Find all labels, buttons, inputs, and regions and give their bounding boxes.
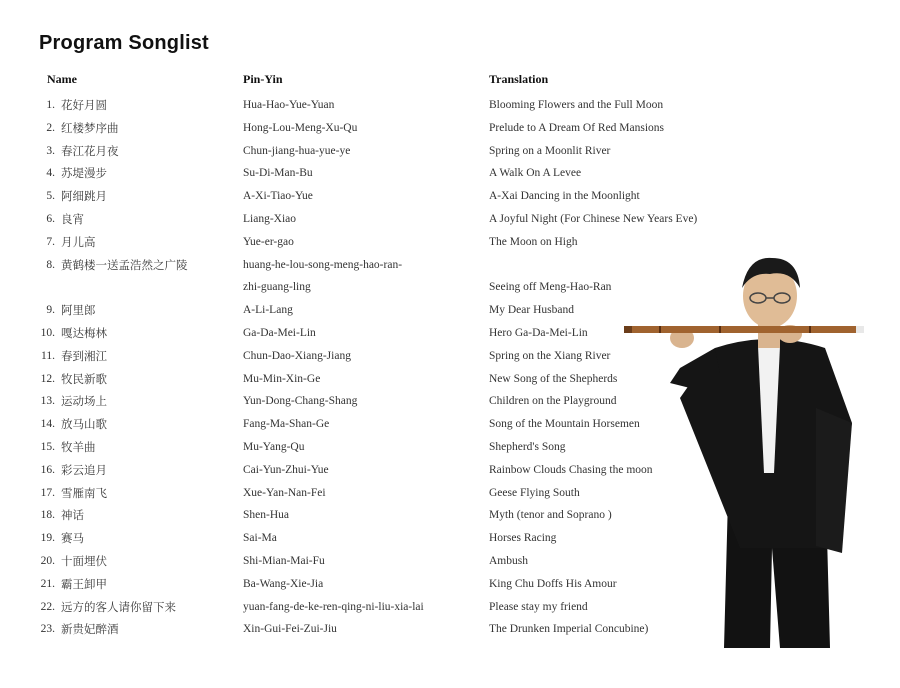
song-number: 8. bbox=[46, 258, 55, 271]
song-translation: Rainbow Clouds Chasing the moon bbox=[489, 463, 653, 476]
song-translation: Shepherd's Song bbox=[489, 440, 566, 453]
song-translation: Seeing off Meng-Hao-Ran bbox=[489, 281, 612, 294]
song-chinese-name: 阿细跳月 bbox=[61, 189, 107, 204]
song-number: 9. bbox=[46, 304, 55, 317]
song-chinese-name: 苏堤漫步 bbox=[61, 166, 107, 181]
song-number: 3. bbox=[46, 144, 55, 157]
song-translation: Song of the Mountain Horsemen bbox=[489, 418, 640, 431]
song-translation: Geese Flying South bbox=[489, 486, 580, 499]
column-header-pinyin: Pin-Yin bbox=[243, 72, 283, 86]
song-chinese-name: 赛马 bbox=[61, 531, 84, 546]
song-chinese-name: 月儿高 bbox=[61, 234, 96, 249]
song-translation: Prelude to A Dream Of Red Mansions bbox=[489, 121, 665, 134]
song-pinyin: Xin-Gui-Fei-Zui-Jiu bbox=[243, 623, 337, 636]
song-pinyin: Shen-Hua bbox=[243, 509, 289, 522]
song-number: 19. bbox=[40, 532, 55, 545]
song-chinese-name: 牧民新歌 bbox=[61, 371, 107, 386]
song-pinyin: A-Xi-Tiao-Yue bbox=[243, 190, 313, 203]
song-chinese-name: 十面埋伏 bbox=[61, 553, 107, 568]
song-pinyin: Mu-Min-Xin-Ge bbox=[243, 372, 321, 385]
song-chinese-name: 放马山歌 bbox=[61, 417, 107, 432]
song-row bbox=[0, 118, 900, 141]
song-number: 13. bbox=[40, 395, 55, 408]
song-pinyin: Shi-Mian-Mai-Fu bbox=[243, 554, 325, 567]
song-chinese-name: 黄鹤楼一送孟浩然之广陵 bbox=[61, 257, 188, 272]
song-translation: King Chu Doffs His Amour bbox=[489, 577, 617, 590]
song-chinese-name: 神话 bbox=[61, 508, 84, 523]
song-pinyin: Yun-Dong-Chang-Shang bbox=[243, 395, 358, 408]
song-pinyin: Yue-er-gao bbox=[243, 235, 294, 248]
song-row bbox=[0, 141, 900, 164]
song-pinyin: Hua-Hao-Yue-Yuan bbox=[243, 99, 335, 111]
song-translation: The Drunken Imperial Concubine) bbox=[489, 623, 649, 636]
song-number: 23. bbox=[40, 623, 55, 636]
song-number: 20. bbox=[40, 554, 55, 567]
song-number: 5. bbox=[46, 190, 55, 203]
song-number: 7. bbox=[46, 235, 55, 248]
song-translation: Children on the Playground bbox=[489, 395, 617, 408]
song-chinese-name: 运动场上 bbox=[61, 394, 107, 409]
song-pinyin: Ga-Da-Mei-Lin bbox=[243, 326, 316, 339]
song-number: 4. bbox=[46, 167, 55, 180]
song-pinyin: zhi-guang-ling bbox=[243, 281, 311, 294]
song-translation: Spring on a Moonlit River bbox=[489, 144, 611, 157]
song-translation: Blooming Flowers and the Full Moon bbox=[489, 99, 664, 111]
song-number: 2. bbox=[46, 121, 55, 134]
page-title: Program Songlist bbox=[39, 32, 209, 54]
song-chinese-name: 远方的客人请你留下来 bbox=[61, 599, 176, 614]
song-translation: My Dear Husband bbox=[489, 304, 574, 317]
song-number: 12. bbox=[40, 372, 55, 385]
song-number: 14. bbox=[40, 418, 55, 431]
song-pinyin: Ba-Wang-Xie-Jia bbox=[243, 577, 324, 590]
song-chinese-name: 新贵妃醉酒 bbox=[61, 622, 119, 637]
song-chinese-name: 阿里郎 bbox=[61, 303, 96, 318]
song-number: 6. bbox=[46, 212, 55, 225]
song-pinyin: Cai-Yun-Zhui-Yue bbox=[243, 463, 329, 476]
song-pinyin: Sai-Ma bbox=[243, 532, 277, 545]
song-chinese-name: 花好月圆 bbox=[61, 98, 107, 112]
song-number: 1. bbox=[46, 99, 55, 111]
song-pinyin: A-Li-Lang bbox=[243, 304, 293, 317]
song-number: 18. bbox=[40, 509, 55, 522]
song-pinyin: Fang-Ma-Shan-Ge bbox=[243, 418, 330, 431]
song-number: 10. bbox=[40, 326, 55, 339]
song-chinese-name: 嘎达梅林 bbox=[61, 325, 107, 340]
song-translation: A-Xai Dancing in the Moonlight bbox=[489, 190, 640, 203]
song-translation: A Walk On A Levee bbox=[489, 167, 582, 180]
song-pinyin: Mu-Yang-Qu bbox=[243, 440, 305, 453]
song-chinese-name: 红楼梦序曲 bbox=[61, 120, 119, 135]
song-number: 15. bbox=[40, 440, 55, 453]
song-number: 22. bbox=[40, 600, 55, 613]
song-translation: Horses Racing bbox=[489, 532, 557, 545]
song-pinyin: Xue-Yan-Nan-Fei bbox=[243, 486, 326, 499]
song-chinese-name: 春到湘江 bbox=[61, 348, 107, 363]
song-row bbox=[0, 95, 900, 118]
song-translation: Myth (tenor and Soprano ) bbox=[489, 509, 612, 522]
song-row bbox=[0, 186, 900, 209]
song-pinyin: yuan-fang-de-ke-ren-qing-ni-liu-xia-lai bbox=[243, 600, 424, 613]
song-row bbox=[0, 163, 900, 186]
song-translation: Ambush bbox=[489, 554, 528, 567]
song-number: 17. bbox=[40, 486, 55, 499]
song-chinese-name: 雪雁南飞 bbox=[61, 485, 107, 500]
song-translation: Please stay my friend bbox=[489, 600, 588, 613]
song-translation: Hero Ga-Da-Mei-Lin bbox=[489, 326, 588, 339]
song-chinese-name: 彩云追月 bbox=[61, 462, 107, 477]
song-pinyin: Hong-Lou-Meng-Xu-Qu bbox=[243, 121, 358, 134]
song-pinyin: huang-he-lou-song-meng-hao-ran- bbox=[243, 258, 403, 271]
song-pinyin: Liang-Xiao bbox=[243, 212, 297, 225]
song-number: 21. bbox=[40, 577, 55, 590]
song-pinyin: Chun-Dao-Xiang-Jiang bbox=[243, 349, 351, 362]
column-header-translation: Translation bbox=[489, 72, 549, 86]
song-chinese-name: 霸王卸甲 bbox=[61, 576, 107, 591]
flutist-photo bbox=[620, 248, 870, 650]
song-translation: New Song of the Shepherds bbox=[489, 372, 618, 385]
song-pinyin: Chun-jiang-hua-yue-ye bbox=[243, 144, 351, 157]
song-chinese-name: 春江花月夜 bbox=[61, 143, 119, 158]
song-number: 11. bbox=[41, 349, 55, 362]
song-chinese-name: 牧羊曲 bbox=[61, 439, 96, 454]
song-number: 16. bbox=[40, 463, 55, 476]
song-pinyin: Su-Di-Man-Bu bbox=[243, 167, 313, 180]
song-translation: The Moon on High bbox=[489, 235, 578, 248]
song-translation: A Joyful Night (For Chinese New Years Eve) bbox=[489, 212, 698, 225]
column-header-name: Name bbox=[47, 72, 77, 86]
song-translation: Spring on the Xiang River bbox=[489, 349, 611, 362]
song-row bbox=[0, 209, 900, 232]
song-chinese-name: 良宵 bbox=[61, 211, 84, 226]
